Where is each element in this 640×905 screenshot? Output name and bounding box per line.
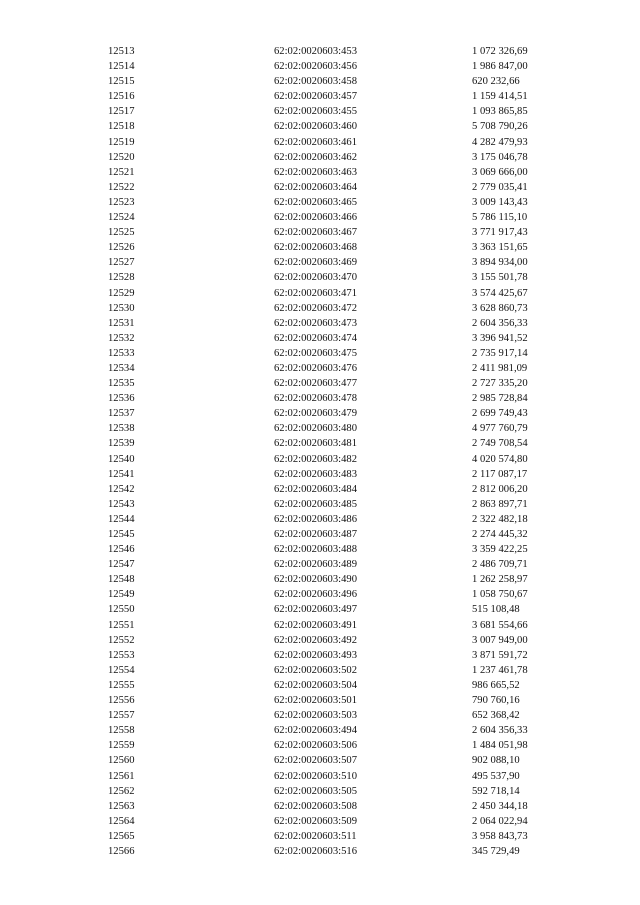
cadastral-number: 62:02:0020603:504 <box>274 679 357 691</box>
row-number: 12534 <box>108 362 135 374</box>
table-row <box>108 799 562 814</box>
row-number: 12513 <box>108 46 135 57</box>
row-number: 12566 <box>108 845 135 857</box>
cadastral-value: 1 058 750,67 <box>472 589 528 601</box>
row-number: 12530 <box>108 302 135 314</box>
cadastral-number: 62:02:0020603:508 <box>274 800 357 812</box>
row-number: 12537 <box>108 408 135 420</box>
cadastral-value: 2 450 344,18 <box>472 800 528 812</box>
cadastral-number: 62:02:0020603:486 <box>274 513 357 525</box>
table-row <box>108 240 562 255</box>
cadastral-number: 62:02:0020603:485 <box>274 498 357 510</box>
row-number: 12548 <box>108 574 135 586</box>
cadastral-number: 62:02:0020603:480 <box>274 423 357 435</box>
cadastral-number: 62:02:0020603:492 <box>274 634 357 646</box>
cadastral-value: 4 020 574,80 <box>472 453 528 465</box>
table-row <box>108 74 562 89</box>
cadastral-value: 3 396 941,52 <box>472 332 528 344</box>
cadastral-number: 62:02:0020603:464 <box>274 181 357 193</box>
cadastral-number: 62:02:0020603:507 <box>274 755 357 767</box>
row-number: 12555 <box>108 679 135 691</box>
cadastral-number: 62:02:0020603:465 <box>274 196 357 208</box>
cadastral-number: 62:02:0020603:457 <box>274 91 357 103</box>
cadastral-number: 62:02:0020603:470 <box>274 272 357 284</box>
table-row <box>108 331 562 346</box>
row-number: 12515 <box>108 76 135 88</box>
table-row <box>108 286 562 301</box>
cadastral-value: 2 064 022,94 <box>472 815 528 827</box>
cadastral-value: 592 718,14 <box>472 785 520 797</box>
cadastral-number: 62:02:0020603:493 <box>274 649 357 661</box>
cadastral-number: 62:02:0020603:489 <box>274 559 357 571</box>
cadastral-number: 62:02:0020603:471 <box>274 287 357 299</box>
table-row <box>108 119 562 134</box>
cadastral-number: 62:02:0020603:458 <box>274 76 357 88</box>
table-row <box>108 663 562 678</box>
cadastral-number: 62:02:0020603:483 <box>274 468 357 480</box>
row-number: 12519 <box>108 136 135 148</box>
cadastral-value: 3 574 425,67 <box>472 287 528 299</box>
row-number: 12526 <box>108 242 135 254</box>
table-row <box>108 467 562 482</box>
cadastral-value: 986 665,52 <box>472 679 520 691</box>
table-row <box>108 135 562 150</box>
table-row <box>108 165 562 180</box>
row-number: 12517 <box>108 106 135 118</box>
row-number: 12546 <box>108 544 135 556</box>
cadastral-value: 515 108,48 <box>472 604 520 616</box>
table-row <box>108 346 562 361</box>
table-row <box>108 436 562 451</box>
table-row <box>108 512 562 527</box>
cadastral-number: 62:02:0020603:461 <box>274 136 357 148</box>
row-number: 12536 <box>108 393 135 405</box>
cadastral-number: 62:02:0020603:474 <box>274 332 357 344</box>
table-row <box>108 150 562 165</box>
table-row <box>108 255 562 270</box>
cadastral-value: 3 359 422,25 <box>472 544 528 556</box>
table-row <box>108 708 562 723</box>
cadastral-value: 2 812 006,20 <box>472 483 528 495</box>
row-number: 12514 <box>108 61 135 73</box>
table-row <box>108 301 562 316</box>
table-row <box>108 602 562 617</box>
cadastral-number: 62:02:0020603:516 <box>274 845 357 857</box>
row-number: 12562 <box>108 785 135 797</box>
table-row <box>108 753 562 768</box>
row-number: 12552 <box>108 634 135 646</box>
table-row <box>108 693 562 708</box>
row-number: 12541 <box>108 468 135 480</box>
cadastral-value: 2 699 749,43 <box>472 408 528 420</box>
cadastral-number: 62:02:0020603:466 <box>274 212 357 224</box>
cadastral-number: 62:02:0020603:482 <box>274 453 357 465</box>
cadastral-number: 62:02:0020603:463 <box>274 166 357 178</box>
table-row <box>108 225 562 240</box>
table-row <box>108 557 562 572</box>
row-number: 12522 <box>108 181 135 193</box>
cadastral-value: 3 175 046,78 <box>472 151 528 163</box>
row-number: 12516 <box>108 91 135 103</box>
cadastral-value: 3 628 860,73 <box>472 302 528 314</box>
cadastral-number: 62:02:0020603:472 <box>274 302 357 314</box>
row-number: 12545 <box>108 529 135 540</box>
table-row <box>108 618 562 633</box>
row-number: 12547 <box>108 559 135 571</box>
cadastral-value: 1 159 414,51 <box>472 91 528 103</box>
row-number: 12543 <box>108 498 135 510</box>
cadastral-number: 62:02:0020603:460 <box>274 121 357 133</box>
cadastral-number: 62:02:0020603:456 <box>274 61 357 73</box>
cadastral-value: 2 411 981,09 <box>472 362 528 374</box>
cadastral-value: 1 484 051,98 <box>472 740 528 752</box>
cadastral-value: 2 985 728,84 <box>472 393 528 405</box>
row-number: 12532 <box>108 332 135 344</box>
cadastral-value: 2 749 708,54 <box>472 438 528 450</box>
table-row <box>108 633 562 648</box>
cadastral-number: 62:02:0020603:479 <box>274 408 357 420</box>
cadastral-value: 790 760,16 <box>472 695 520 707</box>
cadastral-value: 2 863 897,71 <box>472 498 528 510</box>
cadastral-value: 3 871 591,72 <box>472 649 528 661</box>
table-row <box>108 769 562 784</box>
row-number: 12540 <box>108 453 135 465</box>
cadastral-number: 62:02:0020603:510 <box>274 770 357 782</box>
cadastral-number: 62:02:0020603:505 <box>274 785 357 797</box>
cadastral-value: 3 958 843,73 <box>472 830 528 842</box>
cadastral-value: 4 282 479,93 <box>472 136 528 148</box>
row-number: 12553 <box>108 649 135 661</box>
cadastral-value: 1 072 326,69 <box>472 46 528 57</box>
cadastral-value-table <box>108 44 562 859</box>
row-number: 12523 <box>108 196 135 208</box>
table-row <box>108 829 562 844</box>
cadastral-value: 2 779 035,41 <box>472 181 528 193</box>
row-number: 12544 <box>108 513 135 525</box>
cadastral-value: 2 117 087,17 <box>472 468 528 480</box>
row-number: 12550 <box>108 604 135 616</box>
table-row <box>108 316 562 331</box>
row-number: 12525 <box>108 227 135 239</box>
table-row <box>108 723 562 738</box>
cadastral-value: 5 708 790,26 <box>472 121 528 133</box>
cadastral-number: 62:02:0020603:477 <box>274 378 357 390</box>
cadastral-value: 3 363 151,65 <box>472 242 528 254</box>
table-row <box>108 482 562 497</box>
table-row <box>108 542 562 557</box>
cadastral-value: 3 155 501,78 <box>472 272 528 284</box>
table-body <box>108 44 562 859</box>
row-number: 12524 <box>108 212 135 224</box>
cadastral-number: 62:02:0020603:488 <box>274 544 357 556</box>
table-row <box>108 195 562 210</box>
cadastral-value: 1 262 258,97 <box>472 574 528 586</box>
cadastral-number: 62:02:0020603:503 <box>274 710 357 722</box>
table-row <box>108 361 562 376</box>
cadastral-number: 62:02:0020603:462 <box>274 151 357 163</box>
row-number: 12549 <box>108 589 135 601</box>
cadastral-value: 1 986 847,00 <box>472 61 528 73</box>
cadastral-number: 62:02:0020603:481 <box>274 438 357 450</box>
cadastral-value: 1 237 461,78 <box>472 664 528 676</box>
cadastral-value: 652 368,42 <box>472 710 520 722</box>
cadastral-number: 62:02:0020603:490 <box>274 574 357 586</box>
cadastral-value: 2 274 445,32 <box>472 529 528 540</box>
table-row <box>108 452 562 467</box>
cadastral-value: 2 486 709,71 <box>472 559 528 571</box>
cadastral-value: 4 977 760,79 <box>472 423 528 435</box>
cadastral-value: 5 786 115,10 <box>472 212 528 224</box>
row-number: 12539 <box>108 438 135 450</box>
row-number: 12520 <box>108 151 135 163</box>
cadastral-number: 62:02:0020603:501 <box>274 695 357 707</box>
row-number: 12560 <box>108 755 135 767</box>
table-row <box>108 587 562 602</box>
row-number: 12558 <box>108 725 135 737</box>
cadastral-value: 495 537,90 <box>472 770 520 782</box>
table-row <box>108 814 562 829</box>
table-row <box>108 270 562 285</box>
cadastral-number: 62:02:0020603:455 <box>274 106 357 118</box>
cadastral-number: 62:02:0020603:502 <box>274 664 357 676</box>
cadastral-number: 62:02:0020603:475 <box>274 347 357 359</box>
cadastral-value: 345 729,49 <box>472 845 520 857</box>
cadastral-value: 3 009 143,43 <box>472 196 528 208</box>
cadastral-number: 62:02:0020603:497 <box>274 604 357 616</box>
table-row <box>108 678 562 693</box>
row-number: 12538 <box>108 423 135 435</box>
table-row <box>108 210 562 225</box>
cadastral-value: 620 232,66 <box>472 76 520 88</box>
row-number: 12518 <box>108 121 135 133</box>
cadastral-number: 62:02:0020603:453 <box>274 46 357 57</box>
row-number: 12531 <box>108 317 135 329</box>
table-row <box>108 376 562 391</box>
table-row <box>108 180 562 195</box>
row-number: 12556 <box>108 695 135 707</box>
table-row <box>108 738 562 753</box>
cadastral-value: 2 735 917,14 <box>472 347 528 359</box>
row-number: 12551 <box>108 619 135 631</box>
cadastral-number: 62:02:0020603:468 <box>274 242 357 254</box>
table-row <box>108 406 562 421</box>
cadastral-number: 62:02:0020603:473 <box>274 317 357 329</box>
cadastral-number: 62:02:0020603:478 <box>274 393 357 405</box>
table-row <box>108 784 562 799</box>
row-number: 12554 <box>108 664 135 676</box>
cadastral-number: 62:02:0020603:476 <box>274 362 357 374</box>
row-number: 12542 <box>108 483 135 495</box>
row-number: 12535 <box>108 378 135 390</box>
table-row <box>108 572 562 587</box>
cadastral-number: 62:02:0020603:506 <box>274 740 357 752</box>
cadastral-number: 62:02:0020603:509 <box>274 815 357 827</box>
cadastral-value: 3 771 917,43 <box>472 227 528 239</box>
cadastral-number: 62:02:0020603:467 <box>274 227 357 239</box>
cadastral-value: 2 604 356,33 <box>472 725 528 737</box>
table-row <box>108 59 562 74</box>
cadastral-number: 62:02:0020603:494 <box>274 725 357 737</box>
table-row <box>108 497 562 512</box>
cadastral-value: 1 093 865,85 <box>472 106 528 118</box>
table-row <box>108 844 562 859</box>
cadastral-value: 3 007 949,00 <box>472 634 528 646</box>
row-number: 12563 <box>108 800 135 812</box>
cadastral-value: 3 681 554,66 <box>472 619 528 631</box>
cadastral-value: 3 894 934,00 <box>472 257 528 269</box>
row-number: 12527 <box>108 257 135 269</box>
cadastral-value: 2 727 335,20 <box>472 378 528 390</box>
cadastral-value: 2 604 356,33 <box>472 317 528 329</box>
cadastral-value: 3 069 666,00 <box>472 166 528 178</box>
table-row <box>108 648 562 663</box>
row-number: 12521 <box>108 166 135 178</box>
cadastral-number: 62:02:0020603:496 <box>274 589 357 601</box>
cadastral-value: 902 088,10 <box>472 755 520 767</box>
row-number: 12565 <box>108 830 135 842</box>
cadastral-number: 62:02:0020603:491 <box>274 619 357 631</box>
table-row <box>108 421 562 436</box>
cadastral-number: 62:02:0020603:487 <box>274 529 357 540</box>
row-number: 12561 <box>108 770 135 782</box>
row-number: 12528 <box>108 272 135 284</box>
table-row <box>108 104 562 119</box>
table-row <box>108 44 562 59</box>
table-row <box>108 89 562 104</box>
row-number: 12564 <box>108 815 135 827</box>
row-number: 12529 <box>108 287 135 299</box>
cadastral-number: 62:02:0020603:484 <box>274 483 357 495</box>
table-row <box>108 527 562 542</box>
row-number: 12559 <box>108 740 135 752</box>
cadastral-number: 62:02:0020603:469 <box>274 257 357 269</box>
row-number: 12557 <box>108 710 135 722</box>
cadastral-number: 62:02:0020603:511 <box>274 830 357 842</box>
table-row <box>108 391 562 406</box>
row-number: 12533 <box>108 347 135 359</box>
cadastral-value: 2 322 482,18 <box>472 513 528 525</box>
